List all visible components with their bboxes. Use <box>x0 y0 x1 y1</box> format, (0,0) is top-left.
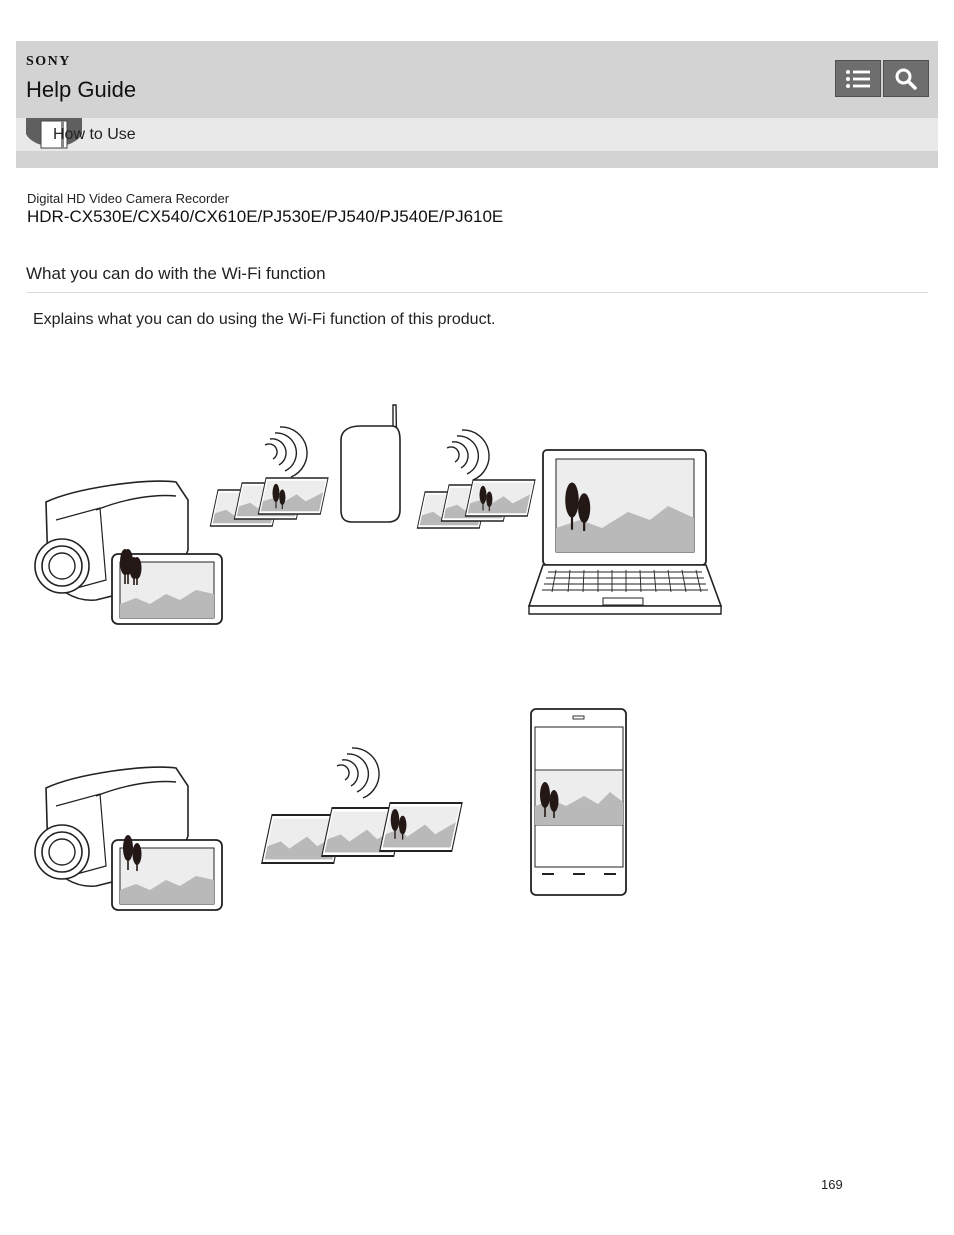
sony-logo: SONY <box>26 54 71 69</box>
product-models: HDR-CX530E/CX540/CX610E/PJ530E/PJ540/PJ540E/PJ610E <box>27 207 504 226</box>
smartphone-icon <box>531 709 626 895</box>
wifi-signal-icon <box>265 427 307 477</box>
wifi-signal-icon <box>337 748 379 798</box>
topic-intro: Explains what you can do using the Wi-Fi function of this product. <box>33 311 496 328</box>
help-guide-title[interactable]: Help Guide <box>26 77 137 102</box>
breadcrumb-how-to-use[interactable]: How to Use <box>53 126 136 143</box>
product-category: Digital HD Video Camera Recorder <box>27 191 230 206</box>
laptop-icon <box>529 450 721 614</box>
topic-title: What you can do with the Wi-Fi function <box>26 264 326 283</box>
photos-icon <box>262 803 462 863</box>
photos-icon <box>417 480 535 528</box>
wifi-signal-icon <box>447 430 489 480</box>
page-number: 169 <box>821 1177 843 1192</box>
access-point-icon <box>341 405 400 522</box>
photos-icon <box>210 478 328 526</box>
